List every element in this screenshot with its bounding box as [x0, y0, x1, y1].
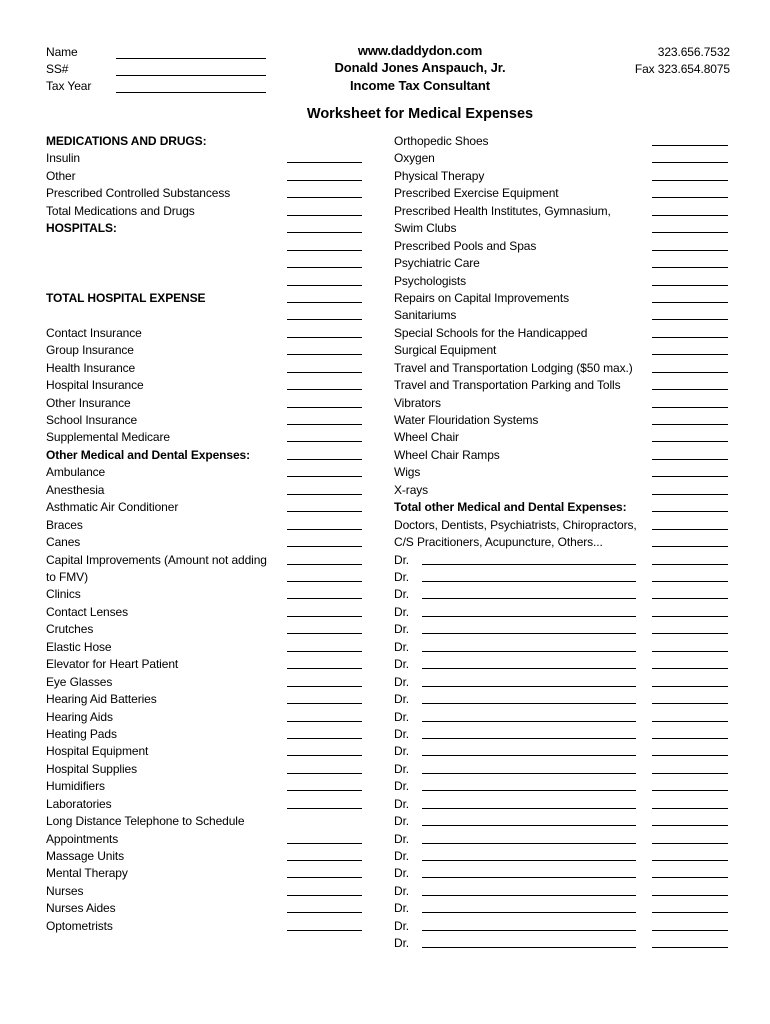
- doctor-amount-blank[interactable]: [652, 947, 728, 948]
- doctor-name-field[interactable]: [422, 598, 636, 599]
- right-item-label: Travel and Transportation Parking and Tolls: [394, 378, 621, 393]
- right-amount-blank[interactable]: [652, 407, 728, 408]
- doctor-amount-blank[interactable]: [652, 843, 728, 844]
- left-amount-blank[interactable]: [287, 877, 362, 878]
- website: www.daddydon.com: [357, 43, 483, 58]
- left-item-label: Ambulance: [46, 465, 106, 480]
- doctor-name-field[interactable]: [422, 912, 636, 913]
- doctor-amount-blank[interactable]: [652, 860, 728, 861]
- doctor-prefix: Dr.: [394, 552, 410, 567]
- left-amount-blank[interactable]: [287, 319, 362, 320]
- doctor-prefix: Dr.: [394, 796, 410, 811]
- left-amount-blank[interactable]: [287, 250, 362, 251]
- left-amount-blank[interactable]: [287, 407, 362, 408]
- doctor-prefix: Dr.: [394, 674, 410, 689]
- right-item-label: Prescribed Exercise Equipment: [394, 186, 559, 201]
- doctor-amount-blank[interactable]: [652, 877, 728, 878]
- left-amount-blank[interactable]: [287, 354, 362, 355]
- left-amount-blank[interactable]: [287, 232, 362, 233]
- left-item-label: Nurses Aides: [46, 901, 116, 916]
- right-item-label: Repairs on Capital Improvements: [394, 290, 569, 305]
- left-amount-blank[interactable]: [287, 302, 362, 303]
- right-amount-blank[interactable]: [652, 215, 728, 216]
- doctor-prefix: Dr.: [394, 726, 410, 741]
- doctor-prefix: Dr.: [394, 831, 410, 846]
- left-item-label: Laboratories: [46, 796, 112, 811]
- doctor-name-field[interactable]: [422, 808, 636, 809]
- right-item-label: Special Schools for the Handicapped: [394, 325, 588, 340]
- left-amount-blank[interactable]: [287, 459, 362, 460]
- left-amount-blank[interactable]: [287, 511, 362, 512]
- left-item-label: Mental Therapy: [46, 866, 128, 881]
- left-item-label: Group Insurance: [46, 343, 134, 358]
- tax-year-label: Tax Year: [46, 79, 92, 93]
- right-item-label: Wheel Chair: [394, 430, 459, 445]
- right-amount-blank[interactable]: [652, 232, 728, 233]
- right-amount-blank[interactable]: [652, 424, 728, 425]
- ss-field[interactable]: [116, 59, 266, 76]
- left-item-label: Anesthesia: [46, 482, 105, 497]
- left-amount-blank[interactable]: [287, 686, 362, 687]
- left-item-label: Massage Units: [46, 849, 125, 864]
- doctor-prefix: Dr.: [394, 709, 410, 724]
- doctor-prefix: Dr.: [394, 570, 410, 584]
- right-item-label: Psychiatric Care: [394, 256, 480, 271]
- doctor-name-field[interactable]: [422, 825, 636, 826]
- left-item-label: Hospital Equipment: [46, 744, 149, 759]
- doctor-prefix: Dr.: [394, 883, 410, 898]
- doctor-prefix: Dr.: [394, 936, 410, 951]
- doctor-prefix: Dr.: [394, 866, 410, 881]
- left-item-label: Insulin: [46, 151, 80, 166]
- left-amount-blank[interactable]: [287, 389, 362, 390]
- right-item-label: Surgical Equipment: [394, 343, 497, 358]
- doctor-prefix: Dr.: [394, 849, 410, 864]
- right-amount-blank[interactable]: [652, 529, 728, 530]
- right-item-label: Total other Medical and Dental Expenses:: [394, 500, 627, 515]
- doctor-amount-blank[interactable]: [652, 564, 728, 565]
- doctor-name-field[interactable]: [422, 633, 636, 634]
- doctor-prefix: Dr.: [394, 639, 410, 654]
- left-amount-blank[interactable]: [287, 738, 362, 739]
- left-amount-blank[interactable]: [287, 616, 362, 617]
- left-amount-blank[interactable]: [287, 529, 362, 530]
- doctor-amount-blank[interactable]: [652, 616, 728, 617]
- left-item-label: Humidifiers: [46, 779, 105, 794]
- right-amount-blank[interactable]: [652, 180, 728, 181]
- right-item-label: Sanitariums: [394, 308, 457, 323]
- doctor-amount-blank[interactable]: [652, 738, 728, 739]
- left-item-label: Health Insurance: [46, 360, 136, 375]
- right-item-label: Wheel Chair Ramps: [394, 447, 500, 462]
- left-item-label: MEDICATIONS AND DRUGS:: [46, 134, 207, 148]
- left-item-label: Heating Pads: [46, 726, 117, 741]
- right-amount-blank[interactable]: [652, 494, 728, 495]
- doctor-name-field[interactable]: [422, 738, 636, 739]
- left-amount-blank[interactable]: [287, 337, 362, 338]
- right-item-label: Wigs: [394, 465, 421, 480]
- doctor-prefix: Dr.: [394, 692, 410, 707]
- doctor-amount-blank[interactable]: [652, 633, 728, 634]
- left-amount-blank[interactable]: [287, 773, 362, 774]
- left-amount-blank[interactable]: [287, 651, 362, 652]
- doctor-amount-blank[interactable]: [652, 721, 728, 722]
- doctor-prefix: Dr.: [394, 587, 410, 602]
- left-amount-blank[interactable]: [287, 912, 362, 913]
- right-item-label: Oxygen: [394, 151, 435, 166]
- left-amount-blank[interactable]: [287, 546, 362, 547]
- right-amount-blank[interactable]: [652, 197, 728, 198]
- doctor-amount-blank[interactable]: [652, 686, 728, 687]
- right-item-label: Water Flouridation Systems: [394, 413, 539, 428]
- doctor-prefix: Dr.: [394, 761, 410, 776]
- fax-number: Fax 323.654.8075: [634, 62, 730, 76]
- left-amount-blank[interactable]: [287, 721, 362, 722]
- left-item-label: Hearing Aid Batteries: [46, 692, 157, 707]
- doctor-name-field[interactable]: [422, 843, 636, 844]
- doctor-name-field[interactable]: [422, 651, 636, 652]
- left-amount-blank[interactable]: [287, 930, 362, 931]
- doctor-prefix: Dr.: [394, 744, 410, 759]
- right-item-label: Vibrators: [394, 395, 441, 410]
- left-item-label: Optometrists: [46, 918, 113, 933]
- doctor-prefix: Dr.: [394, 657, 410, 672]
- left-item-label: Elevator for Heart Patient: [46, 657, 179, 672]
- doctor-prefix: Dr.: [394, 622, 410, 637]
- left-item-label: Total Medications and Drugs: [46, 203, 195, 218]
- doctor-amount-blank[interactable]: [652, 581, 728, 582]
- tax-year-field[interactable]: [116, 76, 266, 93]
- right-item-label: C/S Pracitioners, Acupuncture, Others...: [394, 535, 603, 550]
- right-amount-blank[interactable]: [652, 372, 728, 373]
- left-amount-blank[interactable]: [287, 372, 362, 373]
- left-item-label: School Insurance: [46, 413, 138, 428]
- left-item-label: Hospital Supplies: [46, 761, 138, 776]
- left-item-label: Contact Insurance: [46, 325, 142, 340]
- name-field[interactable]: [116, 42, 266, 59]
- phone-number: 323.656.7532: [657, 45, 730, 59]
- left-amount-blank[interactable]: [287, 180, 362, 181]
- doctor-prefix: Dr.: [394, 779, 410, 794]
- right-amount-blank[interactable]: [652, 389, 728, 390]
- doctor-amount-blank[interactable]: [652, 790, 728, 791]
- doctor-amount-blank[interactable]: [652, 703, 728, 704]
- doctor-amount-blank[interactable]: [652, 930, 728, 931]
- left-amount-blank[interactable]: [287, 633, 362, 634]
- doctor-name-field[interactable]: [422, 930, 636, 931]
- left-item-label: Clinics: [46, 587, 81, 602]
- left-item-label: Other Insurance: [46, 395, 131, 410]
- left-item-label: Prescribed Controlled Substancess: [46, 186, 231, 201]
- left-item-label: Hospital Insurance: [46, 378, 144, 393]
- doctor-name-field[interactable]: [422, 668, 636, 669]
- left-amount-blank[interactable]: [287, 424, 362, 425]
- right-item-label: Orthopedic Shoes: [394, 134, 489, 148]
- left-item-label: Other Medical and Dental Expenses:: [46, 447, 250, 462]
- right-item-label: Physical Therapy: [394, 168, 485, 183]
- left-amount-blank[interactable]: [287, 843, 362, 844]
- right-amount-blank[interactable]: [652, 354, 728, 355]
- left-item-label: Hearing Aids: [46, 709, 113, 724]
- right-amount-blank[interactable]: [652, 302, 728, 303]
- left-amount-blank[interactable]: [287, 581, 362, 582]
- left-amount-blank[interactable]: [287, 162, 362, 163]
- left-amount-blank[interactable]: [287, 860, 362, 861]
- doctor-amount-blank[interactable]: [652, 755, 728, 756]
- left-item-label: Braces: [46, 517, 83, 532]
- right-amount-blank[interactable]: [652, 145, 728, 146]
- left-amount-blank[interactable]: [287, 267, 362, 268]
- right-amount-blank[interactable]: [652, 511, 728, 512]
- left-amount-blank[interactable]: [287, 895, 362, 896]
- doctor-name-field[interactable]: [422, 790, 636, 791]
- left-item-label: Appointments: [46, 831, 119, 846]
- left-item-label: Eye Glasses: [46, 674, 113, 689]
- doctor-amount-blank[interactable]: [652, 808, 728, 809]
- left-item-label: Nurses: [46, 883, 84, 898]
- left-amount-blank[interactable]: [287, 564, 362, 565]
- left-amount-blank[interactable]: [287, 476, 362, 477]
- left-amount-blank[interactable]: [287, 668, 362, 669]
- doctor-name-field[interactable]: [422, 773, 636, 774]
- left-amount-blank[interactable]: [287, 598, 362, 599]
- ss-label: SS#: [46, 62, 69, 76]
- doctor-name-field[interactable]: [422, 877, 636, 878]
- left-amount-blank[interactable]: [287, 808, 362, 809]
- right-amount-blank[interactable]: [652, 441, 728, 442]
- left-item-label: Contact Lenses: [46, 604, 128, 619]
- doctor-name-field[interactable]: [422, 895, 636, 896]
- doctor-name-field[interactable]: [422, 703, 636, 704]
- left-amount-blank[interactable]: [287, 215, 362, 216]
- doctor-name-field[interactable]: [422, 755, 636, 756]
- right-item-label: Prescribed Health Institutes, Gymnasium,: [394, 203, 611, 218]
- doctor-amount-blank[interactable]: [652, 651, 728, 652]
- right-amount-blank[interactable]: [652, 476, 728, 477]
- doctor-name-field[interactable]: [422, 947, 636, 948]
- left-item-label: TOTAL HOSPITAL EXPENSE: [46, 290, 206, 305]
- right-item-label: Prescribed Pools and Spas: [394, 238, 537, 253]
- left-amount-blank[interactable]: [287, 285, 362, 286]
- doctor-amount-blank[interactable]: [652, 668, 728, 669]
- left-amount-blank[interactable]: [287, 703, 362, 704]
- left-item-label: Capital Improvements (Amount not adding: [46, 552, 267, 567]
- right-item-label: X-rays: [394, 482, 429, 497]
- right-amount-blank[interactable]: [652, 337, 728, 338]
- right-amount-blank[interactable]: [652, 267, 728, 268]
- left-item-label: Elastic Hose: [46, 639, 112, 654]
- right-amount-blank[interactable]: [652, 285, 728, 286]
- left-item-label: to FMV): [46, 570, 88, 584]
- left-amount-blank[interactable]: [287, 197, 362, 198]
- consultant-name: Donald Jones Anspauch, Jr.: [334, 60, 506, 75]
- doctor-amount-blank[interactable]: [652, 895, 728, 896]
- left-amount-blank[interactable]: [287, 790, 362, 791]
- doctor-name-field[interactable]: [422, 860, 636, 861]
- left-item-label: Supplemental Medicare: [46, 430, 170, 445]
- right-amount-blank[interactable]: [652, 319, 728, 320]
- left-item-label: Crutches: [46, 622, 94, 637]
- doctor-prefix: Dr.: [394, 918, 410, 933]
- worksheet-title: Worksheet for Medical Expenses: [306, 106, 534, 122]
- right-amount-blank[interactable]: [652, 250, 728, 251]
- doctor-amount-blank[interactable]: [652, 598, 728, 599]
- left-item-label: Long Distance Telephone to Schedule: [46, 814, 245, 829]
- doctor-prefix: Dr.: [394, 604, 410, 619]
- doctor-name-field[interactable]: [422, 616, 636, 617]
- left-item-label: Other: [46, 168, 76, 183]
- doctor-prefix: Dr.: [394, 901, 410, 916]
- doctor-amount-blank[interactable]: [652, 912, 728, 913]
- right-item-label: Psychologists: [394, 273, 467, 288]
- right-amount-blank[interactable]: [652, 546, 728, 547]
- name-label: Name: [46, 45, 78, 59]
- left-amount-blank[interactable]: [287, 755, 362, 756]
- doctor-name-field[interactable]: [422, 564, 636, 565]
- right-item-label: Swim Clubs: [394, 221, 457, 236]
- doctor-amount-blank[interactable]: [652, 825, 728, 826]
- left-amount-blank[interactable]: [287, 441, 362, 442]
- right-amount-blank[interactable]: [652, 162, 728, 163]
- right-item-label: Doctors, Dentists, Psychiatrists, Chiropractors,: [394, 517, 637, 532]
- doctor-name-field[interactable]: [422, 721, 636, 722]
- left-item-label: Asthmatic Air Conditioner: [46, 500, 179, 515]
- left-item-label: Canes: [46, 535, 81, 550]
- right-amount-blank[interactable]: [652, 459, 728, 460]
- doctor-amount-blank[interactable]: [652, 773, 728, 774]
- right-item-label: Travel and Transportation Lodging ($50 max.): [394, 360, 633, 375]
- left-amount-blank[interactable]: [287, 494, 362, 495]
- doctor-name-field[interactable]: [422, 686, 636, 687]
- consultant-title: Income Tax Consultant: [350, 78, 490, 93]
- doctor-prefix: Dr.: [394, 814, 410, 829]
- doctor-name-field[interactable]: [422, 581, 636, 582]
- left-item-label: HOSPITALS:: [46, 221, 117, 236]
